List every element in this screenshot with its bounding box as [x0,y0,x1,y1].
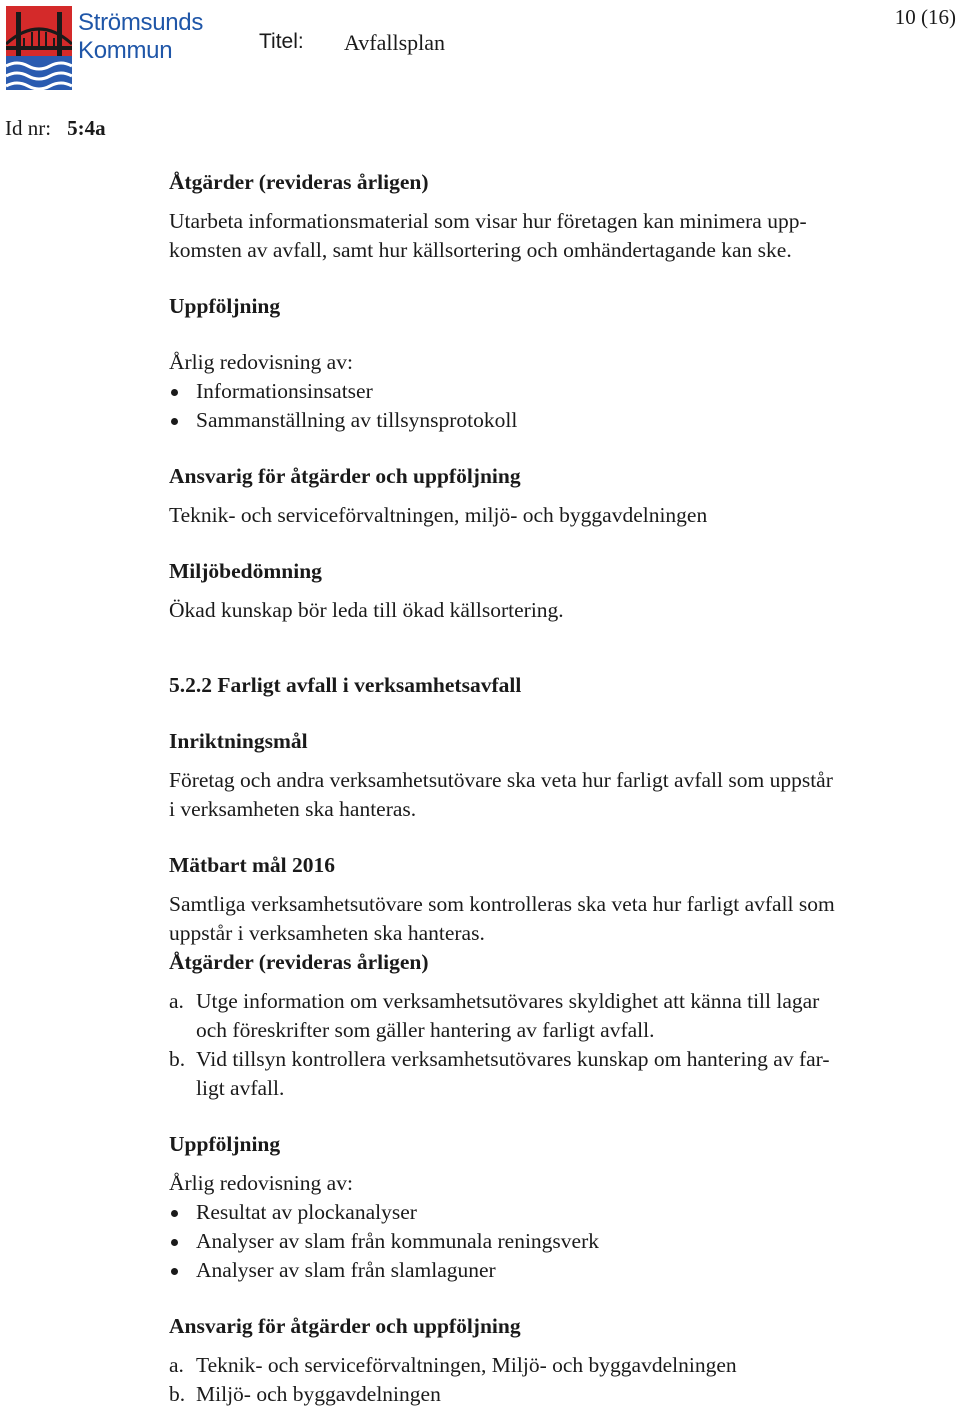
paragraph-line: i verksamheten ska hanteras. [169,797,417,821]
municipality-logo [6,6,206,90]
bridge-waves-icon [6,6,72,90]
paragraph-intro: Årlig redovisning av: [169,350,353,374]
heading-atgarder-1: Åtgärder (revideras årligen) [169,170,429,194]
list-marker: a. [169,989,184,1013]
bullet-list [169,377,959,435]
paragraph-line: Ökad kunskap bör leda till ökad källsortering. [169,598,564,622]
paragraph-line: komsten av avfall, samt hur källsortering och omhändertagande kan ske. [169,238,792,262]
list-item: Resultat av plockanalyser [169,1198,959,1227]
list-item-text: Teknik- och serviceförvaltningen, Miljö- och byggavdelningen [196,1353,737,1377]
list-item: Sammanställning av tillsynsprotokoll [169,406,959,435]
heading-ansvarig-1: Ansvarig för åtgärder och uppföljning [169,464,521,488]
paragraph-line: Samtliga verksamhetsutövare som kontrolleras ska veta hur farligt avfall som [169,892,835,916]
document-body [169,168,959,1409]
page-number: 10 (16) [894,5,956,29]
list-item-text: Miljö- och byggavdelningen [196,1382,441,1406]
list-marker: b. [169,1382,186,1406]
heading-uppfoljning-1: Uppföljning [169,294,281,318]
lettered-list [169,1351,959,1409]
list-item-line: ligt avfall. [196,1076,285,1100]
id-row [5,116,106,141]
heading-uppfoljning-2: Uppföljning [169,1132,281,1156]
paragraph-line: Teknik- och serviceförvaltningen, miljö- och byggavdelningen [169,503,708,527]
list-marker: a. [169,1353,184,1377]
list-item [169,987,959,1045]
heading-ansvarig-2: Ansvarig för åtgärder och uppföljning [169,1314,521,1338]
heading-miljobedomning: Miljöbedömning [169,559,322,583]
list-item: Analyser av slam från slamlaguner [169,1256,959,1285]
heading-inriktningsmal: Inriktningsmål [169,729,308,753]
list-item-line: Vid tillsyn kontrollera verksamhetsutövares kunskap om hantering av far- [196,1047,830,1071]
section-title: 5.2.2 Farligt avfall i verksamhetsavfall [169,673,522,697]
list-item [169,1045,959,1103]
paragraph-intro: Årlig redovisning av: [169,1171,353,1195]
paragraph-line: Utarbeta informationsmaterial som visar hur företagen kan minimera upp- [169,209,807,233]
title-label: Titel: [259,30,304,53]
paragraph-line: uppstår i verksamheten ska hanteras. [169,921,485,945]
heading-matbart-mal: Mätbart mål 2016 [169,853,335,877]
list-item: Informationsinsatser [169,377,959,406]
bullet-list [169,1198,959,1285]
lettered-list [169,987,959,1103]
logo-line-1: Strömsunds [78,9,204,36]
logo-wordmark [78,9,203,65]
list-item [169,1351,959,1380]
page-header [0,0,960,100]
list-item-line: och föreskrifter som gäller hantering av farligt avfall. [196,1018,655,1042]
list-item: Analyser av slam från kommunala reningsverk [169,1227,959,1256]
id-label: Id nr: [5,116,52,140]
list-item-line: Utge information om verksamhetsutövares skyldighet att känna till lagar [196,989,820,1013]
logo-line-2: Kommun [78,37,173,64]
heading-atgarder-2: Åtgärder (revideras årligen) [169,950,429,974]
paragraph-line: Företag och andra verksamhetsutövare ska veta hur farligt avfall som uppstår [169,768,833,792]
id-value: 5:4a [67,116,106,140]
document-title: Avfallsplan [344,30,446,55]
list-marker: b. [169,1047,186,1071]
